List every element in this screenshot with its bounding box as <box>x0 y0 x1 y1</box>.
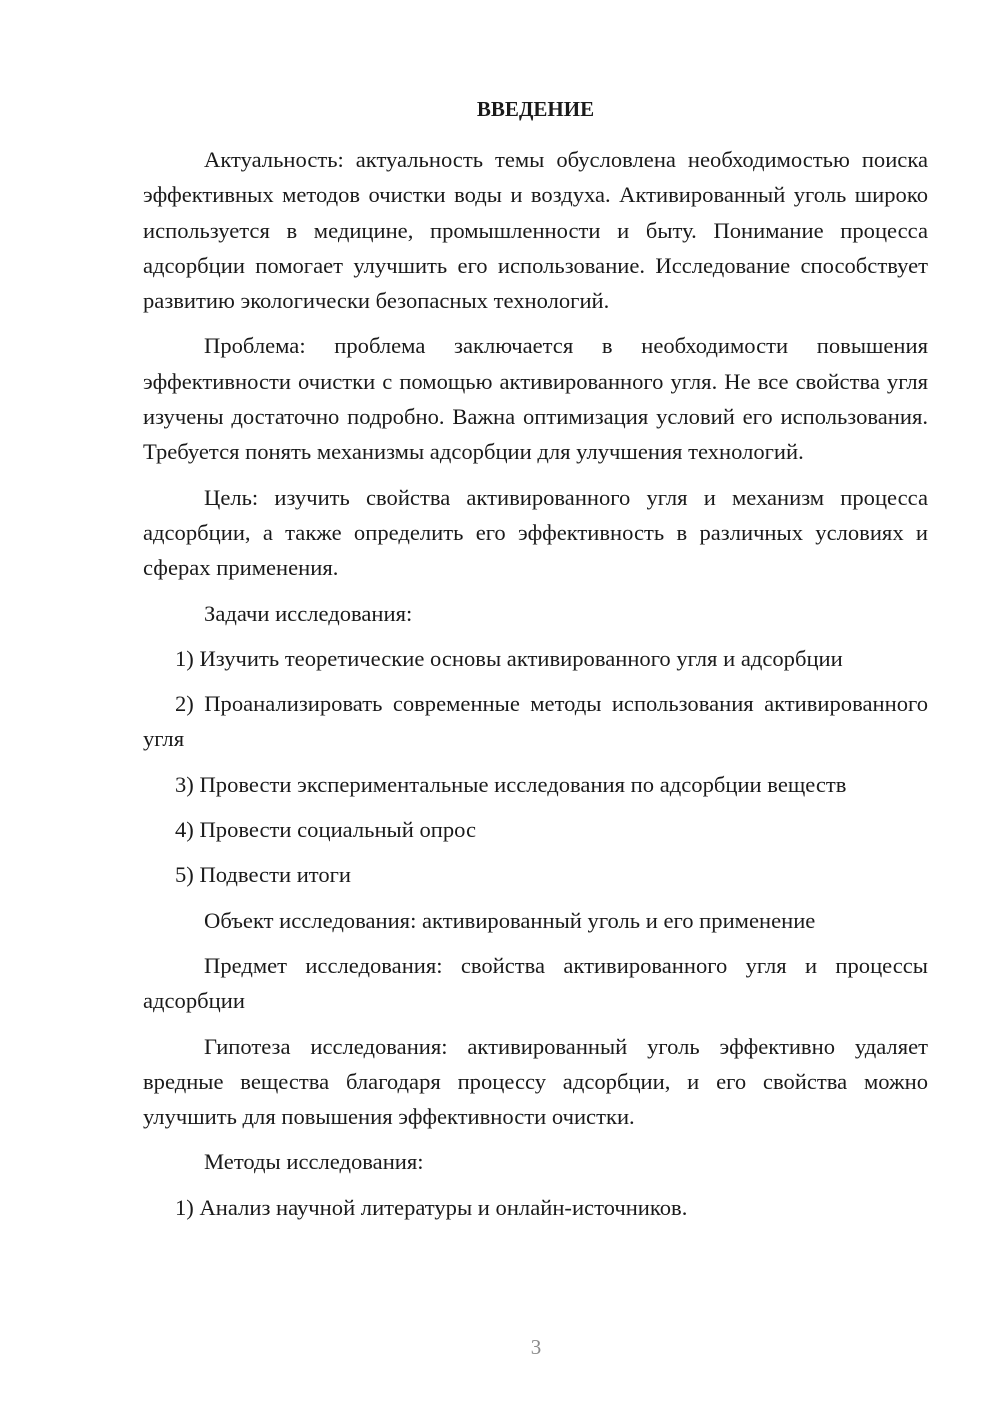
task-item-1: 1) Изучить теоретические основы активированного угля и адсорбции <box>175 645 843 671</box>
task-item-2: 2) Проанализировать современные методы использования активированного угля <box>143 691 928 752</box>
task-item-5: 5) Подвести итоги <box>175 862 352 888</box>
page-number: 3 <box>530 1335 542 1359</box>
page-content <box>143 92 928 1235</box>
hypothesis-paragraph: Гипотеза исследования: активированный уголь эффективно удаляет вредные вещества благодаря процессу адсорбции, и его свойства можно улучшить для повышения эффективности очистки. <box>143 1033 928 1130</box>
method-item-1: 1) Анализ научной литературы и онлайн-источников. <box>175 1194 688 1220</box>
relevance-paragraph: Актуальность: актуальность темы обусловлена необходимостью поиска эффективных методов очистки воды и воздуха. Активированный уголь широко используется в медицине, промышленности и быту. Понимание процесса адсорбции помогает улучшить его использование. Исследование способствует развитию экологически безопасных технологий. <box>143 147 928 314</box>
task-item-4: 4) Провести социальный опрос <box>175 817 477 843</box>
page-title: ВВЕДЕНИЕ <box>476 97 595 121</box>
problem-paragraph: Проблема: проблема заключается в необходимости повышения эффективности очистки с помощью активированного угля. Не все свойства угля изучены достаточно подробно. Важна оптимизация условий его использования. Требуется понять механизмы адсорбции для улучшения технологий. <box>143 333 928 465</box>
object-paragraph: Объект исследования: активированный уголь и его применение <box>204 907 816 933</box>
tasks-heading: Задачи исследования: <box>204 600 413 626</box>
goal-paragraph: Цель: изучить свойства активированного угля и механизм процесса адсорбции, а также определить его эффективность в различных условиях и сферах применения. <box>143 484 928 581</box>
subject-paragraph: Предмет исследования: свойства активированного угля и процессы адсорбции <box>143 952 928 1014</box>
task-item-3: 3) Провести экспериментальные исследования по адсорбции веществ <box>175 771 847 797</box>
methods-heading: Методы исследования: <box>204 1149 424 1175</box>
